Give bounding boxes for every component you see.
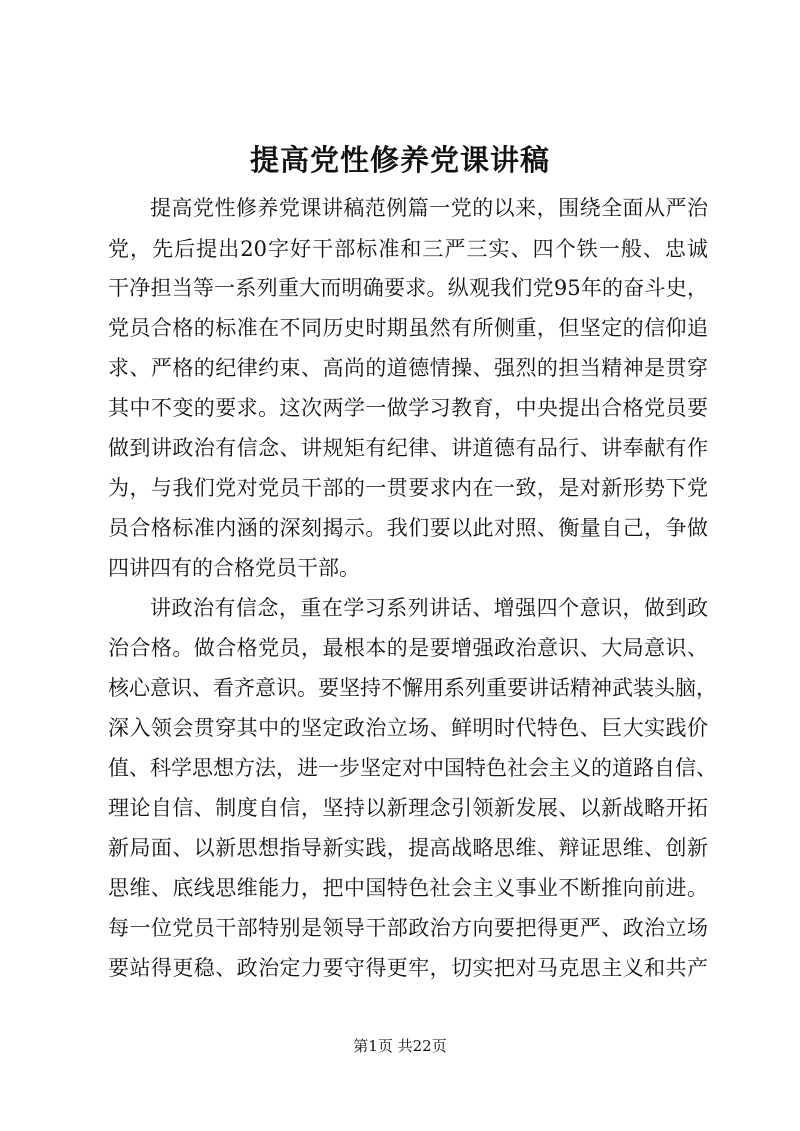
text-line: 每一位党员干部特别是领导干部政治方向要把得更严、政治立场 — [108, 916, 708, 940]
text-line: 做到讲政治有信念、讲规矩有纪律、讲道德有品行、讲奉献有作 — [108, 436, 708, 460]
text-line: 讲政治有信念，重在学习系列讲话、增强四个意识，做到政 — [150, 596, 708, 620]
text-line: 值、科学思想方法，进一步坚定对中国特色社会主义的道路自信、 — [108, 756, 717, 780]
text-line: 干净担当等一系列重大而明确要求。纵观我们党95年的奋斗史， — [108, 276, 708, 300]
text-line: 党，先后提出20字好干部标准和三严三实、四个铁一般、忠诚 — [108, 237, 708, 261]
text-line: 四讲四有的合格党员干部。 — [108, 556, 360, 580]
text-line: 为，与我们党对党员干部的一贯要求内在一致，是对新形势下党 — [108, 476, 708, 500]
text-line: 提高党性修养党课讲稿范例篇一党的以来，围绕全面从严治 — [150, 196, 708, 220]
text-line: 员合格标准内涵的深刻揭示。我们要以此对照、衡量自己，争做 — [108, 516, 708, 540]
page-number-footer: 第1页 共22页 — [353, 1037, 447, 1055]
text-line: 其中不变的要求。这次两学一做学习教育，中央提出合格党员要 — [108, 396, 708, 420]
text-line: 求、严格的纪律约束、高尚的道德情操、强烈的担当精神是贯穿 — [108, 356, 708, 380]
text-line: 理论自信、制度自信，坚持以新理念引领新发展、以新战略开拓 — [108, 796, 708, 820]
text-line: 要站得更稳、政治定力要守得更牢，切实把对马克思主义和共产 — [108, 956, 708, 980]
document-title: 提高党性修养党课讲稿 — [249, 143, 550, 177]
text-line: 新局面、以新思想指导新实践，提高战略思维、辩证思维、创新 — [108, 836, 708, 860]
text-line: 核心意识、看齐意识。要坚持不懈用系列重要讲话精神武装头脑， — [108, 676, 717, 700]
text-line: 思维、底线思维能力，把中国特色社会主义事业不断推向前进。 — [108, 876, 708, 900]
text-line: 深入领会贯穿其中的坚定政治立场、鲜明时代特色、巨大实践价 — [108, 716, 708, 740]
text-line: 治合格。做合格党员，最根本的是要增强政治意识、大局意识、 — [108, 636, 708, 660]
text-line: 党员合格的标准在不同历史时期虽然有所侧重，但坚定的信仰追 — [108, 316, 708, 340]
